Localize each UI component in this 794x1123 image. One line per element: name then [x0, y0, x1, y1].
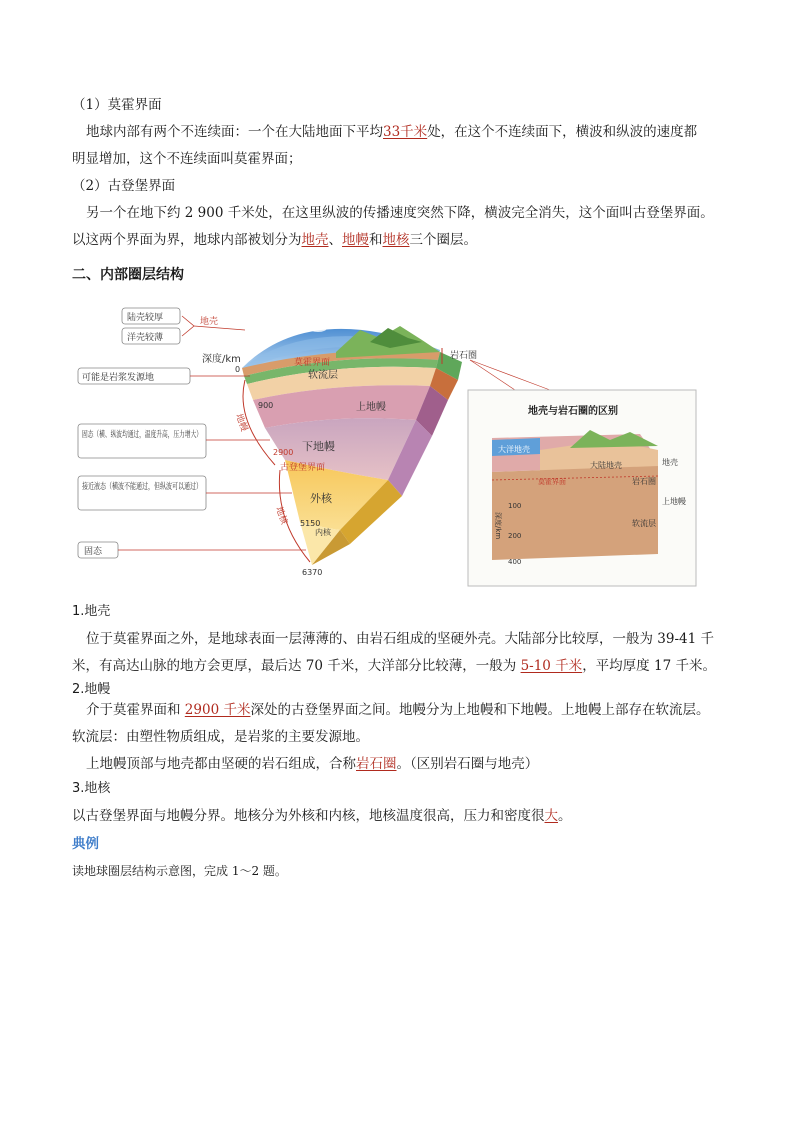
inset-depth-label: 深度/km — [494, 512, 502, 540]
solid-mantle-label: 固态（横、纵波均通过，温度升高，压力增大） — [82, 430, 261, 440]
inset-asthenosphere-label: 软流层 — [632, 519, 656, 528]
crust-thin-label: 洋壳较薄 — [127, 333, 164, 343]
moho-paragraph-line1: 地球内部有两个不连续面：一个在大陆地面下平均33千米处，在这个不连续面下，横波和纵波的速度都 — [86, 124, 698, 140]
depth-axis-label: 深度/km — [202, 354, 241, 365]
example-heading: 典例 — [72, 836, 99, 852]
cloud-shape — [309, 324, 327, 332]
moho-depth-highlight: 33千米 — [383, 124, 428, 140]
inset-tick-100: 100 — [508, 502, 522, 510]
inset-moho-label: 莫霍界面 — [538, 478, 566, 486]
gutenberg-paragraph-line2: 以这两个界面为界，地球内部被划分为地壳、地幔和地核三个圈层。 — [72, 232, 477, 248]
inset-tick-400: 400 — [508, 558, 522, 566]
gutenberg-paragraph-line1: 另一个在地下约 2 900 千米处，在这里纵波的传播速度突然下降，横波完全消失，这个面叫古登堡界面。 — [86, 205, 714, 221]
core-section-title: 3.地核 — [72, 781, 111, 796]
liquid-core-label: 接近液态（横波不能通过，但纵波可以通过） — [82, 482, 253, 492]
ocean-crust-thickness-highlight: 5-10 千米 — [520, 658, 583, 674]
example-question-text: 读地球圈层结构示意图，完成 1～2 题。 — [72, 864, 287, 878]
lithosphere-highlight: 岩石圈 — [356, 756, 397, 772]
crust-highlight: 地壳 — [301, 232, 329, 248]
inset-upper-mantle-label: 上地幔 — [662, 497, 686, 506]
depth-900: 900 — [258, 401, 274, 410]
inner-core-label: 内核 — [315, 528, 331, 537]
section-moho-title: （1）莫霍界面 — [72, 97, 162, 113]
section-heading-internal-structure: 二、内部圈层结构 — [72, 267, 184, 283]
gutenberg-depth-highlight: 2900 千米 — [184, 702, 251, 718]
inset-title: 地壳与岩石圈的区别 — [528, 406, 618, 417]
core-highlight: 地核 — [382, 232, 410, 248]
inset-crust-label: 地壳 — [662, 458, 678, 467]
section-gutenberg-title: （2）古登堡界面 — [72, 178, 176, 194]
lithosphere-label: 岩石圈 — [450, 351, 478, 361]
depth-6370: 6370 — [302, 568, 323, 577]
mantle-section-title: 2.地幔 — [72, 682, 111, 697]
inset-ocean-label: 大洋地壳 — [498, 445, 530, 454]
earth-layers-diagram — [70, 290, 710, 590]
mantle-paragraph-line2: 软流层：由塑性物质组成，是岩浆的主要发源地。 — [72, 729, 369, 745]
inset-tick-200: 200 — [508, 532, 522, 540]
mantle-bracket-label: 地幔 — [233, 412, 249, 433]
mantle-paragraph-line1: 介于莫霍界面和 2900 千米深处的古登堡界面之间。地幔分为上地幔和下地幔。上地幔上部存在软流层。 — [86, 702, 710, 718]
inset-lithosphere-label: 岩石圈 — [632, 477, 656, 486]
inset-leader-1 — [470, 360, 550, 390]
depth-5150: 5150 — [300, 519, 321, 528]
crust-brace — [182, 316, 194, 336]
crust-section-title: 1.地壳 — [72, 604, 111, 619]
mantle-paragraph-line3: 上地幔顶部与地壳都由坚硬的岩石组成，合称岩石圈。（区别岩石圈与地壳） — [86, 756, 539, 772]
mantle-highlight: 地幔 — [342, 232, 369, 248]
upper-mantle-label: 上地幔 — [356, 402, 386, 413]
gutenberg-label: 古登堡界面 — [280, 463, 326, 473]
inset-leader-2 — [470, 360, 515, 390]
outer-core-label: 外核 — [310, 492, 332, 505]
core-paragraph-line1: 以古登堡界面与地幔分界。地核分为外核和内核，地核温度很高，压力和密度很大。 — [72, 808, 572, 824]
crust-paragraph-line2: 米，有高达山脉的地方会更厚，最后达 70 千米，大洋部分比较薄，一般为 5-10 千米，平均厚度 17 千米。 — [72, 658, 716, 674]
moho-label: 莫霍界面 — [294, 358, 331, 368]
depth-2900: 2900 — [273, 448, 294, 457]
asthenosphere-label: 软流层 — [308, 370, 338, 381]
pressure-highlight: 大 — [544, 808, 558, 824]
magma-label: 可能是岩浆发源地 — [82, 373, 155, 383]
crust-brace-label: 地壳 — [200, 317, 219, 327]
depth-0: 0 — [235, 365, 241, 374]
crust-thick-label: 陆壳较厚 — [127, 313, 164, 323]
inset-continent-label: 大陆地壳 — [590, 461, 622, 470]
lower-mantle-label: 下地幔 — [302, 440, 335, 453]
moho-paragraph-line2: 明显增加，这个不连续面叫莫霍界面； — [72, 151, 302, 167]
core-bracket-label: 地核 — [273, 505, 289, 526]
solid-core-label: 固态 — [84, 547, 103, 557]
crust-paragraph-line1: 位于莫霍界面之外，是地球表面一层薄薄的、由岩石组成的坚硬外壳。大陆部分比较厚，一般为 39-41 千 — [86, 631, 714, 647]
